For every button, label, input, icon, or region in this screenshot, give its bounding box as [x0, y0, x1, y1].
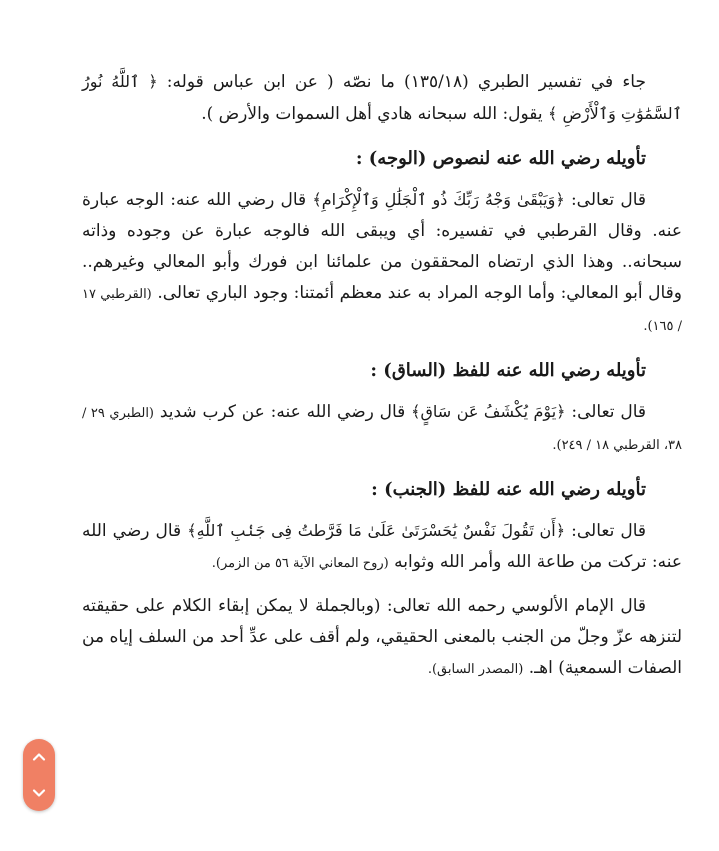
chevron-down-icon — [32, 786, 46, 800]
paragraph-side — [82, 515, 682, 579]
paragraph-text: قال تعالى: — [564, 190, 646, 210]
paragraph-text: قال رضي الله عنه: عن كرب شديد — [154, 402, 412, 422]
paragraph-text: قال تعالى: — [565, 402, 646, 422]
paragraph-text: يقول: الله سبحانه هادي أهل السموات والأرض ). — [201, 104, 549, 124]
quran-verse: ﴿ ٱللَّهُ نُورُ ٱلسَّمَٰوَٰتِ وَٱلْأَرْضِ ﴾ — [82, 72, 682, 123]
reference-citation: (القرطبي ١٧ / ١٦٥). — [82, 287, 682, 334]
paragraph-shin — [82, 396, 682, 461]
paragraph-text: جاء في تفسير الطبري (١٣٥/١٨) ما نصّه ( عن ابن عباس قوله: — [157, 72, 647, 92]
paragraph-face — [82, 184, 682, 342]
chevron-up-icon — [32, 750, 46, 764]
paragraph-text: قال رضي الله عنه: الوجه عبارة عنه. وقال القرطبي في تفسيره: أي ويبقى الله فالوجه عبارة عن وجوده وذاته سبحانه.. وهذا الذي ارتضاه المحققون من علمائنا ابن فورك وأبو المعالي وغيرهم.. وقال أبو المعالي: وأما الوجه المراد به عند معظم أئمتنا: وجود الباري تعالى. — [82, 190, 682, 303]
quran-verse: ﴿أَن تَقُولَ نَفْسٌ يَٰحَسْرَتَىٰ عَلَىٰ مَا فَرَّطتُ فِى جَنۢبِ ٱللَّهِ﴾ — [187, 521, 566, 540]
scroll-down-button[interactable] — [23, 775, 55, 811]
section-heading-side: تأويله رضي الله عنه للفظ (الجنب) : — [371, 479, 646, 500]
paragraph-alusi — [82, 591, 682, 685]
paragraph-tabari-quote — [82, 66, 682, 130]
quran-verse: ﴿يَوْمَ يُكْشَفُ عَن سَاقٍ﴾ — [411, 402, 566, 421]
section-heading-shin: تأويله رضي الله عنه للفظ (الساق) : — [370, 360, 646, 381]
reference-citation: (الطبري ٢٩ / ٣٨، القرطبي ١٨ / ٢٤٩). — [82, 406, 682, 453]
page-scroll-control — [23, 739, 55, 811]
paragraph-text: قال رضي الله عنه: تركت من طاعة الله وأمر الله وثوابه — [82, 521, 682, 572]
paragraph-text: قال تعالى: — [565, 521, 647, 541]
document-content — [82, 66, 682, 685]
reference-citation: (روح المعاني الآية ٥٦ من الزمر). — [211, 556, 389, 571]
scroll-up-button[interactable] — [23, 739, 55, 775]
section-heading-face: تأويله رضي الله عنه لنصوص (الوجه) : — [355, 148, 646, 169]
paragraph-text: قال الإمام الألوسي رحمه الله تعالى: (وبالجملة لا يمكن إبقاء الكلام على حقيقته لتنزهه عزّ وجلّ من الجنب بالمعنى الحقيقي، ولم أقف على عدِّ أحد من السلف إياه من الصفات السمعية) اهـ. — [82, 596, 682, 678]
quran-verse: ﴿وَيَبْقَىٰ وَجْهُ رَبِّكَ ذُو ٱلْجَلَٰلِ وَٱلْإِكْرَامِ﴾ — [312, 190, 565, 209]
reference-citation: (المصدر السابق). — [427, 662, 524, 677]
